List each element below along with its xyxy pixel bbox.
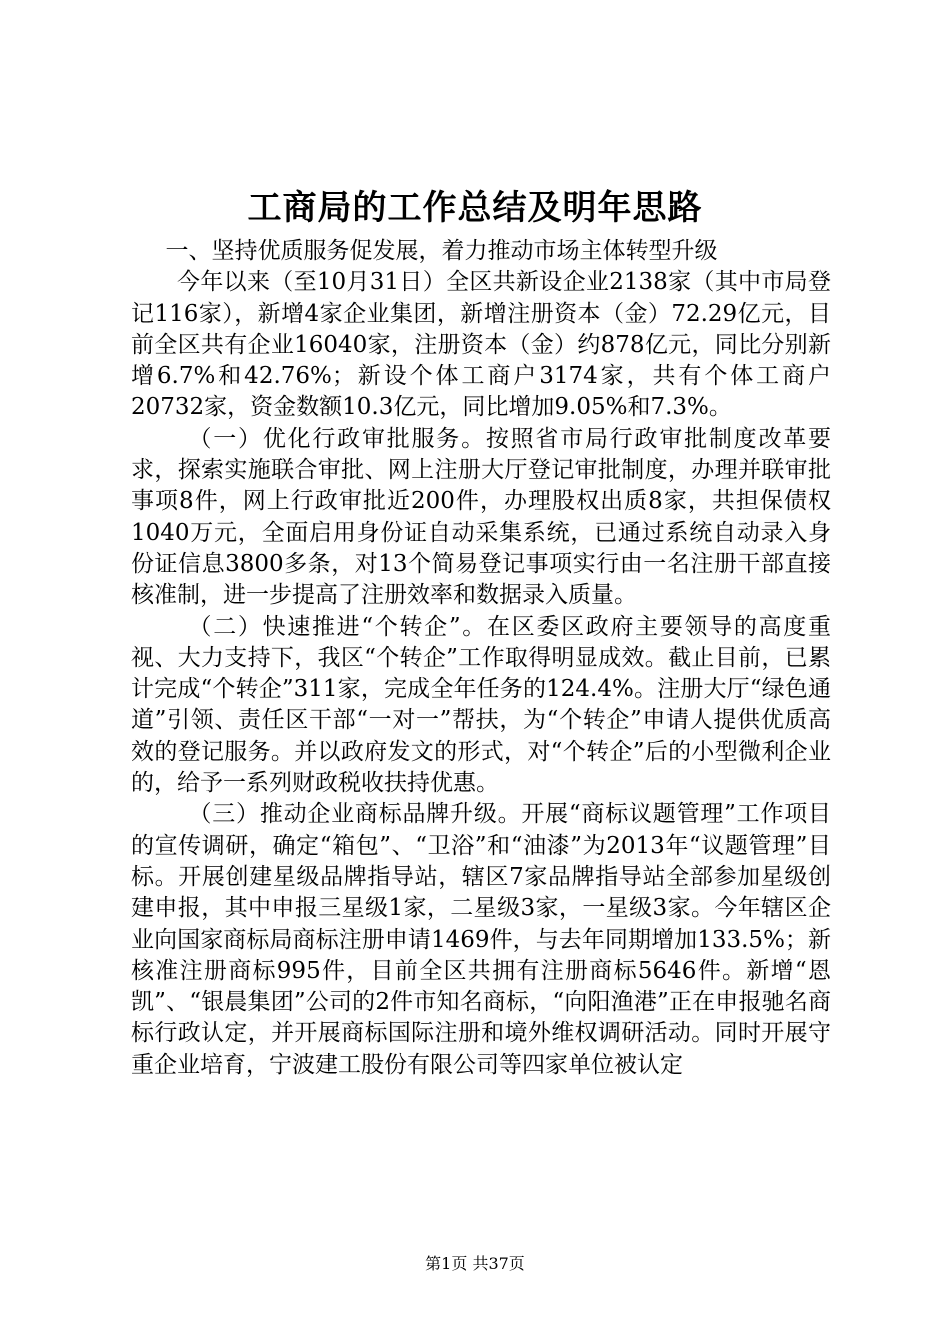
paragraph-overview: 今年以来（至10月31日）全区共新设企业2138家（其中市局登记116家），新增4家企业集团，新增注册资本（金）72.29亿元，目前全区共有企业16040家，注册资本（金）约878亿元，同比分别新增6.7%和42.76%；新设个体工商户3174家，共有个体工商户20732家，资金数额10.3亿元，同比增加9.05%和7.3%。 bbox=[131, 269, 831, 421]
page-number-footer: 第1页 共37页 bbox=[425, 1254, 525, 1273]
section-heading: 一、坚持优质服务促发展，着力推动市场主体转型升级 bbox=[165, 238, 718, 264]
paragraph-individual-to-enterprise: （二）快速推进“个转企”。在区委区政府主要领导的高度重视、大力支持下，我区“个转企”工作取得明显成效。截止目前，已累计完成“个转企”311家，完成全年任务的124.4%。注册大厅“绿色通道”引领、责任区干部“一对一”帮扶，为“个转企”申请人提供优质高效的登记服务。并以政府发文的形式，对“个转企”后的小型微利企业的，给予一系列财政税收扶持优惠。 bbox=[131, 613, 831, 797]
paragraph-trademark-brand: （三）推动企业商标品牌升级。开展“商标议题管理”工作项目的宣传调研，确定“箱包”、“卫浴”和“油漆”为2013年“议题管理”目标。开展创建星级品牌指导站，辖区7家品牌指导站全部参加星级创建申报，其中申报三星级1家，二星级3家，一星级3家。今年辖区企业向国家商标局商标注册申请1469件，与去年同期增加133.5%；新核准注册商标995件，目前全区共拥有注册商标5646件。新增“恩凯”、“银晨集团”公司的2件市知名商标，“向阳渔港”正在申报驰名商标行政认定，并开展商标国际注册和境外维权调研活动。同时开展守重企业培育，宁波建工股份有限公司等四家单位被认定 bbox=[131, 801, 831, 1078]
document-body bbox=[131, 236, 831, 1081]
document-title: 工商局的工作总结及明年思路 bbox=[247, 188, 703, 228]
paragraph-admin-approval: （一）优化行政审批服务。按照省市局行政审批制度改革要求，探索实施联合审批、网上注册大厅登记审批制度，办理并联审批事项8件，网上行政审批近200件，办理股权出质8家，共担保债权1040万元，全面启用身份证自动采集系统，已通过系统自动录入身份证信息3800多条，对13个简易登记事项实行由一名注册干部直接核准制，进一步提高了注册效率和数据录入质量。 bbox=[131, 425, 831, 609]
